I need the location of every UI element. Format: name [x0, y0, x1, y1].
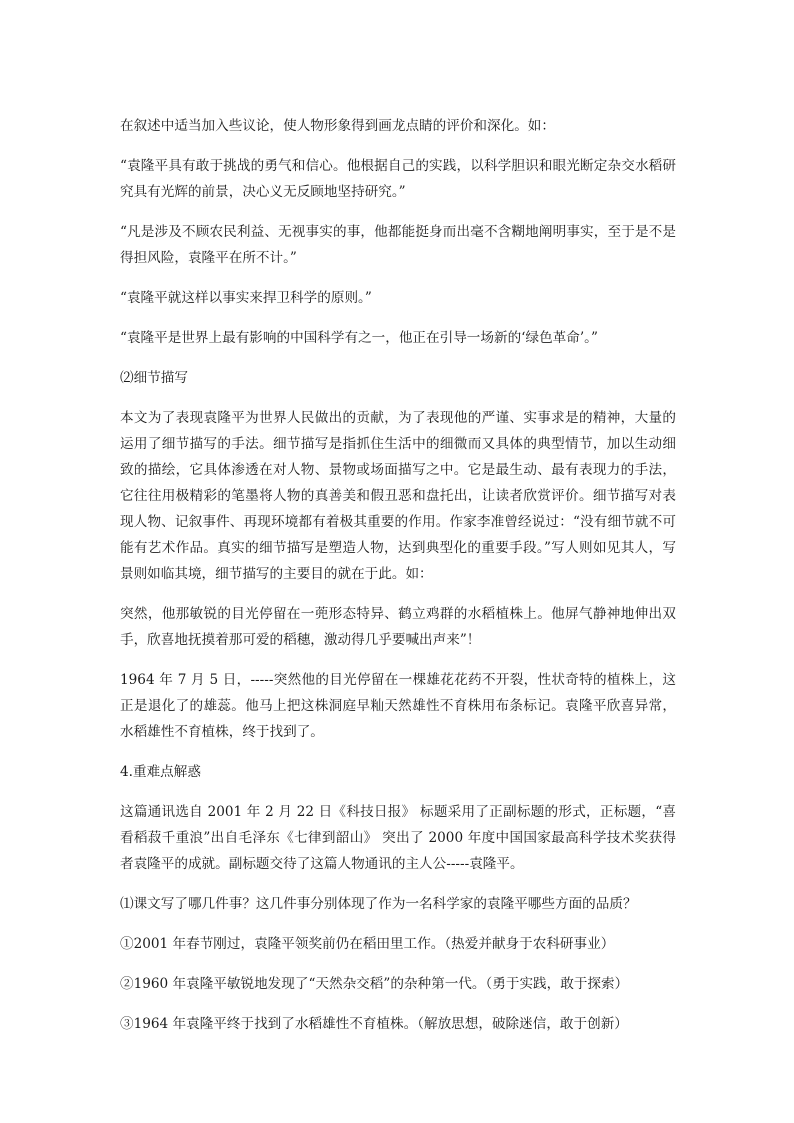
quote-paragraph: “袁隆平具有敢于挑战的勇气和信心。他根据自己的实践，以科学胆识和眼光断定杂交水稻研究具有光辉的前景，决心义无反顾地坚持研究。” [120, 158, 676, 200]
list-item: ①2001 年春节刚过，袁隆平领奖前仍在稻田里工作。（热爱并献身于农科研事业） [120, 936, 615, 952]
document-page [120, 113, 676, 1051]
example-paragraph: 突然，他那敏锐的目光停留在一蔸形态特异、鹤立鸡群的水稻植株上。他屏气静神地伸出双手，欣喜地抚摸着那可爱的稻穗，激动得几乎要喊出声来”！ [120, 606, 676, 648]
example-paragraph: 1964 年 7 月 5 日，-----突然他的目光停留在一棵雄花花药不开裂，性状奇特的植株上，这正是退化了的雄蕊。他马上把这株洞庭早籼天然雄性不育株用布条标记。袁隆平欣喜异常，水稻雄性不育植株，终于找到了。 [120, 672, 676, 740]
quote-paragraph: “袁隆平是世界上最有影响的中国科学有之一，他正在引导一场新的‘绿色革命’。” [120, 330, 598, 346]
quote-paragraph: “凡是涉及不顾农民利益、无视事实的事，他都能挺身而出毫不含糊地阐明事实，至于是不是得担风险，袁隆平在所不计。” [120, 224, 676, 266]
question-paragraph: ⑴课文写了哪几件事？这几件事分别体现了作为一名科学家的袁隆平哪些方面的品质？ [120, 896, 637, 912]
body-paragraph: 本文为了表现袁隆平为世界人民做出的贡献，为了表现他的严谨、实事求是的精神，大量的运用了细节描写的手法。细节描写是指抓住生活中的细微而又具体的典型情节，加以生动细致的描绘，它具体渗透在对人物、景物或场面描写之中。它是最生动、最有表现力的手法，它往往用极精彩的笔墨将人物的真善美和假丑恶和盘托出，让读者欣赏评价。细节描写对表现人物、记叙事件、再现环境都有着极其重要的作用。作家李准曾经说过：“没有细节就不可能有艺术作品。真实的细节描写是塑造人物，达到典型化的重要手段。”写人则如见其人，写景则如临其境，细节描写的主要目的就在于此。如： [120, 410, 676, 582]
section-heading: ⑵细节描写 [120, 370, 188, 386]
list-item: ③1964 年袁隆平终于找到了水稻雄性不育植株。（解放思想，破除迷信，敢于创新） [120, 1016, 628, 1032]
list-item: ②1960 年袁隆平敏锐地发现了“天然杂交稻”的杂种第一代。（勇于实践，敢于探索） [120, 976, 629, 992]
section-heading: 4.重难点解惑 [120, 764, 201, 780]
body-paragraph: 这篇通讯选自 2001 年 2 月 22 日《科技日报》 标题采用了正副标题的形式，正标题，“喜看稻菽千重浪”出自毛泽东《七律到韶山》 突出了 2000 年度中国国家最高科学技术奖获得者袁隆平的成就。副标题交待了这篇人物通讯的主人公-----袁隆平。 [120, 804, 676, 872]
quote-paragraph: “袁隆平就这样以事实来捍卫科学的原则。” [120, 290, 372, 306]
intro-paragraph: 在叙述中适当加入些议论，使人物形象得到画龙点睛的评价和深化。如： [120, 118, 555, 134]
